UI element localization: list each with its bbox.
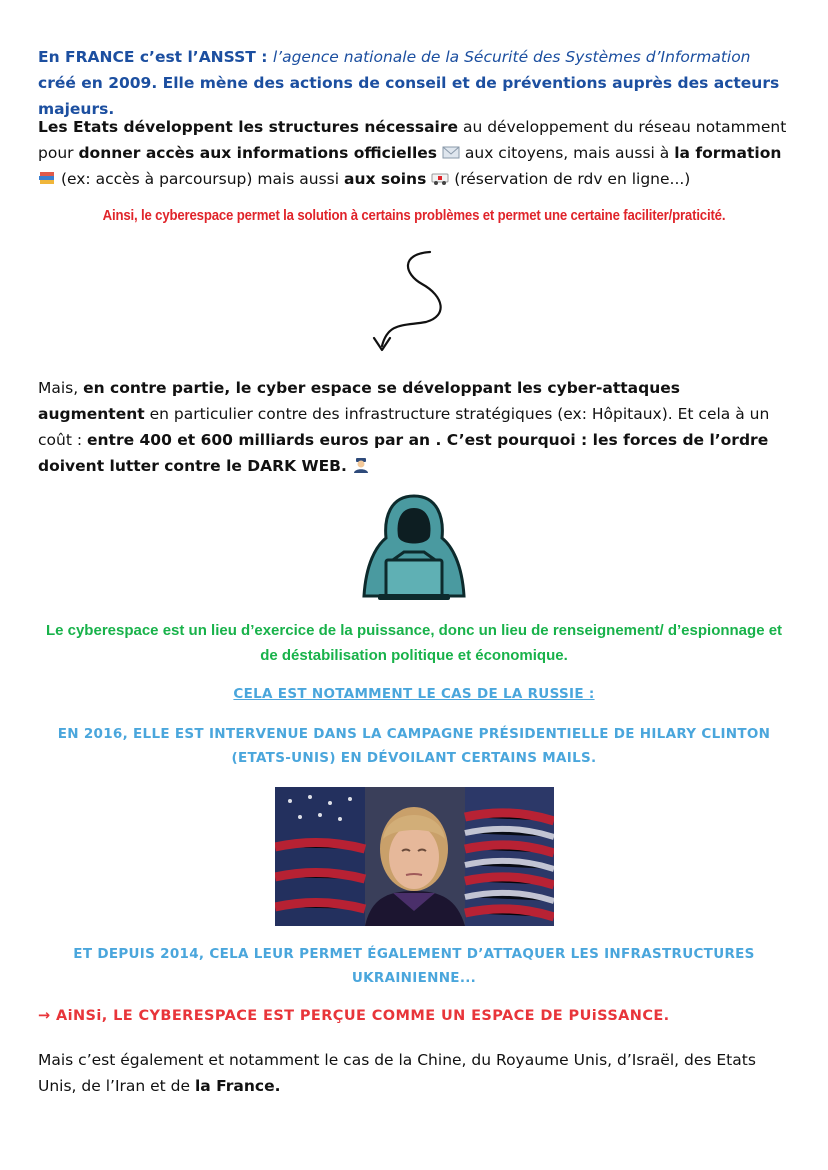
countries-bold-france: la France.: [194, 1077, 281, 1095]
conclusion-power: → AiNSi, LE CYBERESPACE EST PERÇUE COMME UN ESPACE DE PUiSSANCE.: [38, 1008, 670, 1024]
countries-text: Mais c’est également et notamment le cas de la Chine, du Royaume Unis, d’Israël, des Etats Unis, de l’Iran et de: [38, 1051, 756, 1095]
paragraph-anssi: [38, 44, 790, 122]
envelope-icon: [442, 142, 460, 157]
attacks-text-1: Mais,: [38, 379, 84, 397]
paragraph-cyberattacks: [38, 375, 790, 479]
conclusion-red: Ainsi, le cyberespace permet la solution à certains problèmes et permet une certaine faciliter/praticité.: [102, 207, 726, 224]
anssi-definition: l’agence nationale de la Sécurité des Systèmes d’Information: [272, 48, 751, 66]
police-officer-icon: [352, 455, 370, 470]
books-icon: [38, 168, 56, 183]
ukraine-2014: ET DEPUIS 2014, CELA LEUR PERMET ÉGALEMENT D’ATTAQUER LES INFRASTRUCTURES UKRAINIENNE...: [73, 946, 755, 986]
states-lead: Les Etats développent les structures nécessaire: [38, 118, 459, 136]
states-bold-soins: aux soins: [343, 170, 427, 188]
states-bold-formation: la formation: [674, 144, 782, 162]
anssi-tail: créé en 2009. Elle mène des actions de conseil et de préventions auprès des acteurs majeurs.: [38, 74, 780, 118]
curly-arrow-icon: [360, 246, 460, 362]
paragraph-states: [38, 114, 790, 192]
states-text-1: au développement du réseau notamment pour: [38, 118, 787, 162]
states-text-3: (ex: accès à parcoursup) mais aussi: [60, 170, 344, 188]
russia-2016: EN 2016, ELLE EST INTERVENUE DANS LA CAMPAGNE PRÉSIDENTIELLE DE HILARY CLINTON (ETATS-UNIS) EN DÉVOILANT CERTAINS MAILS.: [57, 726, 771, 766]
hooded-hacker-illustration: [360, 492, 468, 602]
attacks-bold-1: en contre partie, le cyber espace se développant les cyber-attaques augmentent: [38, 379, 680, 423]
press-photo: [275, 787, 554, 926]
russia-heading: [30, 682, 798, 706]
attacks-bold-2: entre 400 et 600 milliards euros par an . C’est pourquoi : les forces de l’ordre doivent lutter contre le DARK WEB.: [38, 431, 769, 475]
states-text-2: aux citoyens, mais aussi à: [459, 144, 675, 162]
paragraph-other-countries: [38, 1047, 790, 1099]
power-statement-green: Le cyberespace est un lieu d’exercice de la puissance, donc un lieu de renseignement/ d’espionnage et de déstabilisation politique et économique.: [45, 622, 783, 664]
anssi-lead: En FRANCE c’est l’ANSST :: [38, 48, 273, 66]
states-text-4: (réservation de rdv en ligne...): [449, 170, 691, 188]
russia-heading-text: CELA EST NOTAMMENT LE CAS DE LA RUSSIE :: [233, 686, 595, 702]
states-bold-info: donner accès aux informations officielles: [78, 144, 438, 162]
attacks-text-2: en particulier contre des infrastructure stratégiques (ex: Hôpitaux). Et cela à un coût :: [38, 405, 770, 449]
ambulance-icon: [431, 168, 449, 183]
